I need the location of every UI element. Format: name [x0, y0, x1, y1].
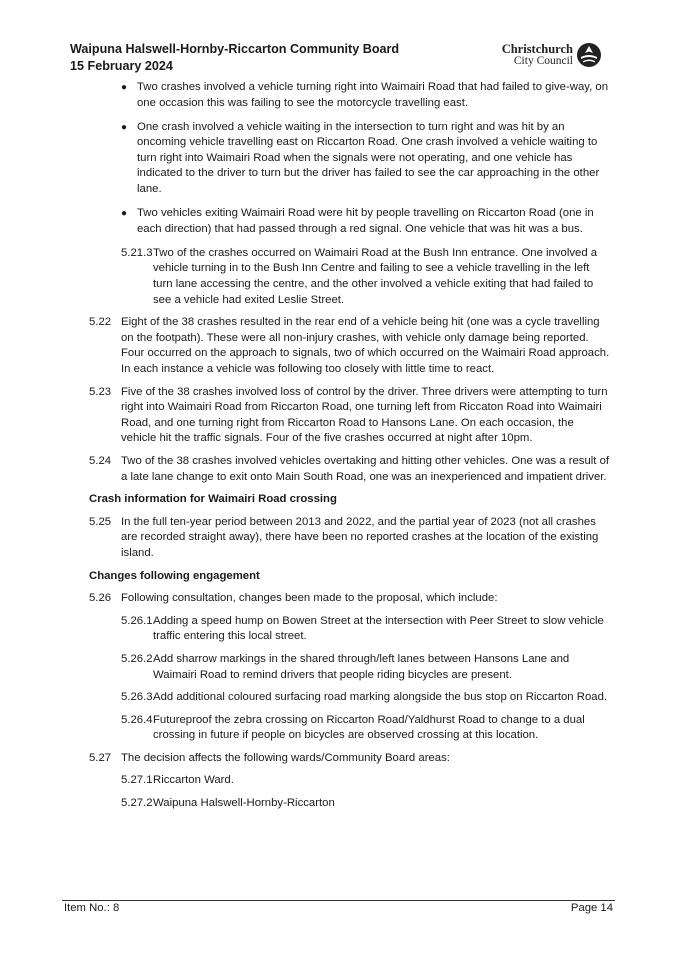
- clause-5-26-4: 5.26.4 Futureproof the zebra crossing on Riccarton Road/Yaldhurst Road to change to a dual crossing in future if people on bicycles are observed crossing at this location.: [121, 713, 585, 742]
- council-logo: [502, 42, 602, 68]
- clause-5-24: 5.24 Two of the 38 crashes involved vehicles overtaking and hitting other vehicles. One was a result of a late lane change to exit onto Main South Road, one was an inexperienced and impatient driver.: [89, 454, 610, 483]
- clause-5-21-3: 5.21.3 Two of the crashes occurred on Waimairi Road at the Bush Inn entrance. One involved a vehicle turning in to the Bush Inn Centre and failing to see a vehicle travelling in the left turn lane accessing the centre, and the other involved a vehicle exiting that had failed to see a vehicle had exited Leslie Street.: [121, 246, 598, 306]
- list-item: ● Two crashes involved a vehicle turning right into Waimairi Road that had failed to give-way, on one occasion this was failing to see the motorcycle travelling east.: [121, 81, 609, 109]
- clause-5-22: 5.22 Eight of the 38 crashes resulted in the rear end of a vehicle being hit (one was a cycle travelling on the footpath). These were all non-injury crashes, with vehicle only damage being reported. Four occurred on the approach to signals, two of which occurred on the Waimairi Road approach. In each instance a vehicle was following too closely with little time to react.: [89, 316, 610, 375]
- clause-5-26-3: 5.26.3 Add additional coloured surfacing road marking alongside the bus stop on Riccarton Road.: [121, 691, 608, 704]
- clause-5-27: 5.27 The decision affects the following wards/Community Board areas:: [89, 751, 450, 764]
- page-number: Page 14: [570, 902, 613, 914]
- footer-divider: [62, 900, 615, 901]
- bullet-icon: ●: [121, 82, 128, 93]
- clause-5-26-2: 5.26.2 Add sharrow markings in the shared through/left lanes between Hansons Lane and Waimairi Road to remind drivers that people riding bicycles are present.: [121, 652, 570, 681]
- section-heading: Changes following engagement: [89, 569, 260, 582]
- logo-line1: Christchurch: [501, 42, 573, 56]
- page-header: [70, 41, 399, 75]
- clause-5-27-1: 5.27.1 Riccarton Ward.: [121, 774, 234, 787]
- clause-5-27-2: 5.27.2 Waipuna Halswell-Hornby-Riccarton: [121, 797, 335, 810]
- list-item: ● One crash involved a vehicle waiting in the intersection to turn right and was hit by an oncoming vehicle travelling east on Riccarton Road. One crash involved a vehicle waiting to turn right into Waimairi Road when the signals were not operating, and one vehicle has indicated to the driver to turn but the driver has failed to see the car approaching in the other lane.: [121, 120, 600, 196]
- logo-line2: City Council: [513, 55, 573, 67]
- section-heading: Crash information for Waimairi Road crossing: [89, 493, 337, 506]
- clause-5-25: 5.25 In the full ten-year period between 2013 and 2022, and the partial year of 2023 (not all crashes are recorded straight away), there have been no reported crashes at the location of the existing island.: [89, 515, 599, 559]
- bullet-icon: ●: [121, 121, 128, 133]
- clause-5-26-1: 5.26.1 Adding a speed hump on Bowen Street at the intersection with Peer Street to slow vehicle traffic entering this local street.: [121, 614, 604, 643]
- meeting-date: 15 February 2024: [70, 59, 173, 73]
- clause-5-26: 5.26 Following consultation, changes been made to the proposal, which include:: [89, 592, 498, 605]
- bullet-icon: ●: [121, 208, 128, 220]
- clause-5-23: 5.23 Five of the 38 crashes involved loss of control by the driver. Three drivers were attempting to turn right into Waimairi Road from Riccarton Road, one turning left from Riccaton Road into Waimairi Road, and one turning right from Riccarton Road to Hansons Lane. On each occasion, the vehicle hit the traffic signals. Four of the five crashes occurred at night after 10pm.: [89, 385, 608, 445]
- document-body: [0, 80, 675, 819]
- council-emblem-icon: [576, 42, 602, 68]
- list-item: ● Two vehicles exiting Waimairi Road were hit by people travelling on Riccarton Road (one in each direction) that had passed through a red signal. One vehicle that was hit was a bus.: [121, 207, 594, 235]
- item-number: Item No.: 8: [64, 902, 120, 914]
- board-title: Waipuna Halswell-Hornby-Riccarton Community Board: [70, 42, 400, 56]
